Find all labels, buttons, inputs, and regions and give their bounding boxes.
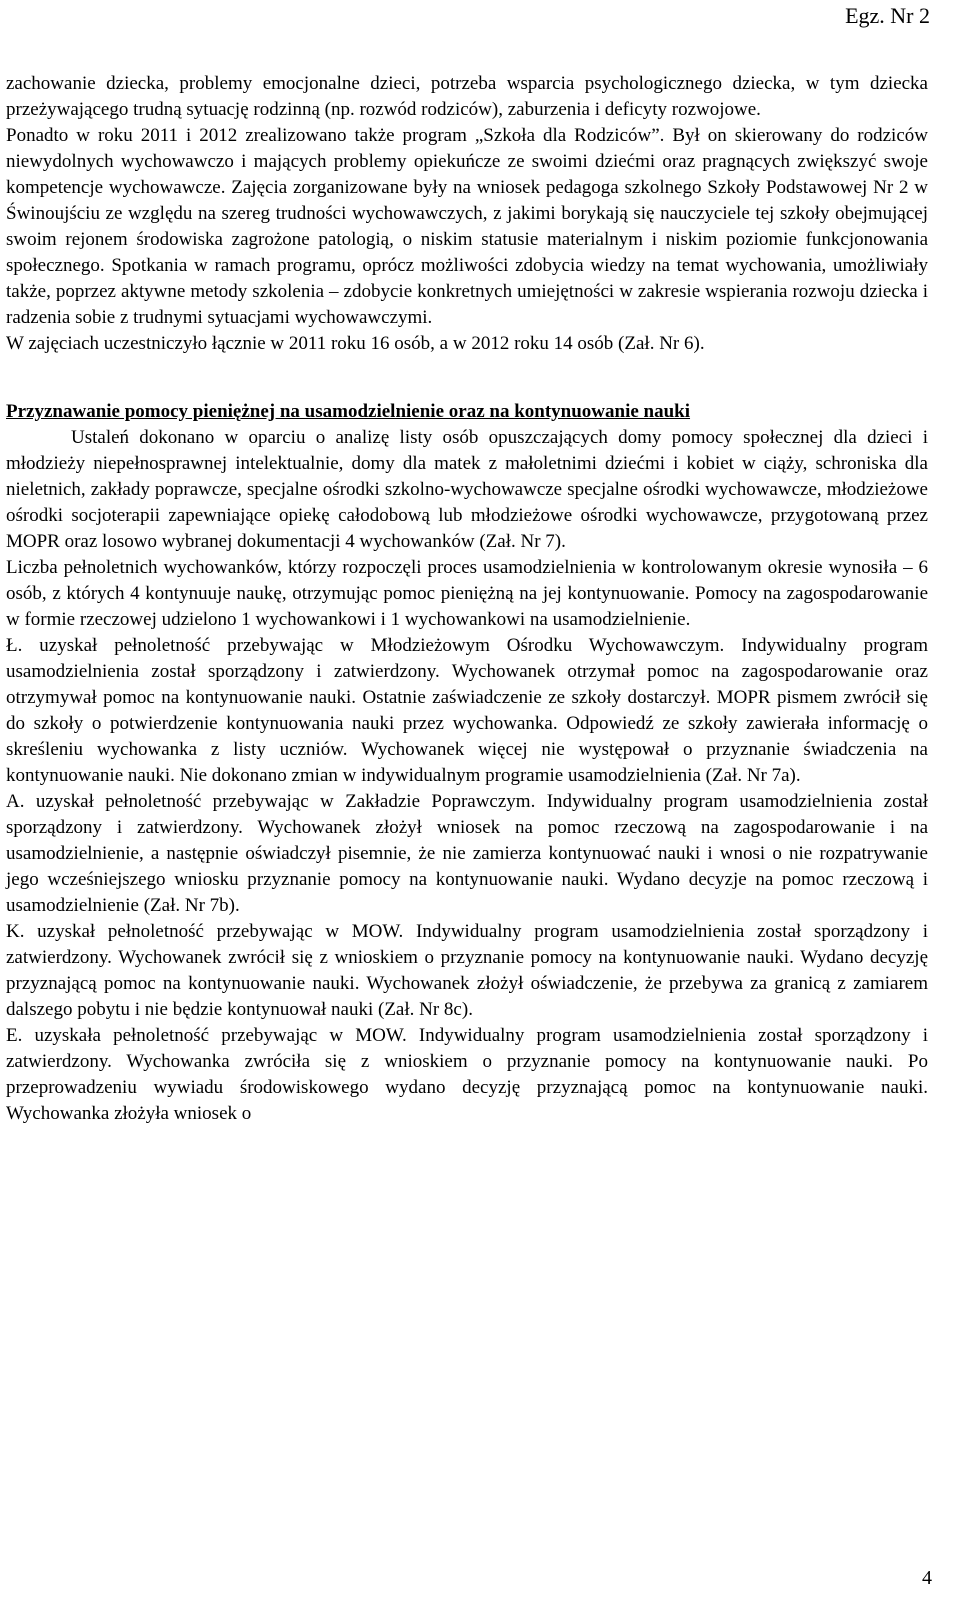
paragraph-parenting-program: Ponadto w roku 2011 i 2012 zrealizowano także program „Szkoła dla Rodziców”. Był on skierowany do rodziców niewydolnych wychowawczo i mających problemy opiekuńcze ze swoimi dziećmi oraz pragnących zwiększyć swoje kompetencje wychowawcze. Zajęcia zorganizowane były na wniosek pedagoga szkolnego Szkoły Podstawowej Nr 2 w Świnoujściu ze względu na szereg trudności wychowawczych, z jakimi borykają się nauczyciele tej szkoły obejmującej swoim rejonem środowiska zagrożone patologią, o niskim statusie materialnym i niskim poziomie funkcjonowania społecznego. Spotkania w ramach programu, oprócz możliwości zdobycia wiedzy na temat wychowania, umożliwiały także, poprzez aktywne metody szkolenia – zdobycie konkretnych umiejętności w zakresie wspierania rozwoju dziecka i radzenia sobie z trudnymi sytuacjami wychowawczymi. bbox=[6, 125, 928, 328]
paragraph-case-k: K. uzyskał pełnoletność przebywając w MOW. Indywidualny program usamodzielnienia został sporządzony i zatwierdzony. Wychowanek zwrócił się z wnioskiem o przyznanie pomocy na kontynuowanie nauki. Wydano decyzję przyznającą pomoc na kontynuowanie nauki. Wychowanek złożył oświadczenie, że przebywa za granicą z zamiarem dalszego pobytu i nie będzie kontynuował nauki (Zał. Nr 8c). bbox=[6, 921, 928, 1020]
paragraph-method: Ustaleń dokonano w oparciu o analizę listy osób opuszczających domy pomocy społecznej dla dzieci i młodzieży niepełnosprawnej intelektualnie, domy dla matek z małoletnimi dziećmi i kobiet w ciąży, schroniska dla nieletnich, zakłady poprawcze, specjalne ośrodki szkolno-wychowawcze specjalne ośrodki wychowawcze, młodzieżowe ośrodki socjoterapii zapewniające opiekę całodobową lub młodzieżowe ośrodki wychowawcze, przygotowaną przez MOPR oraz losowo wybranej dokumentacji 4 wychowanków (Zał. Nr 7). bbox=[6, 427, 928, 552]
paragraph-case-a: A. uzyskał pełnoletność przebywając w Zakładzie Poprawczym. Indywidualny program usamodzielnienia został sporządzony i zatwierdzony. Wychowanek złożył wniosek na pomoc rzeczową na zagospodarowanie i na usamodzielnienie, a następnie oświadczył pisemnie, że nie zamierza kontynuować nauki i wnosi o nie rozpatrywanie jego wcześniejszego wniosku przyznanie pomocy na kontynuowanie nauki. Wydano decyzje na pomoc rzeczową i usamodzielnienie (Zał. Nr 7b). bbox=[6, 791, 928, 916]
document-body bbox=[6, 71, 928, 1127]
paragraph-case-e: E. uzyskała pełnoletność przebywając w MOW. Indywidualny program usamodzielnienia został sporządzony i zatwierdzony. Wychowanka zwróciła się z wnioskiem o przyznanie pomocy na kontynuowanie nauki. Po przeprowadzeniu wywiadu środowiskowego wydano decyzję przyznającą pomoc na kontynuowanie nauki. Wychowanka złożyła wniosek o bbox=[6, 1025, 928, 1124]
page-number: 4 bbox=[922, 1567, 932, 1589]
paragraph-participants: W zajęciach uczestniczyło łącznie w 2011 roku 16 osób, a w 2012 roku 14 osób (Zał. Nr 6). bbox=[6, 333, 705, 354]
section-heading: Przyznawanie pomocy pieniężnej na usamodzielnienie oraz na kontynuowanie nauki bbox=[6, 401, 691, 422]
section-spacer bbox=[6, 357, 928, 399]
paragraph-case-l: Ł. uzyskał pełnoletność przebywając w Młodzieżowym Ośrodku Wychowawczym. Indywidualny program usamodzielnienia został sporządzony i zatwierdzony. Wychowanek otrzymał pomoc na zagospodarowanie oraz otrzymywał pomoc na kontynuowanie nauki. Ostatnie zaświadczenie ze szkoły dostarczył. MOPR pismem zwrócił się do szkoły o potwierdzenie kontynuowania nauki przez wychowanka. Odpowiedź ze szkoły zawierała informację o skreśleniu wychowanka z listy uczniów. Wychowanek więcej nie występował o przyznanie świadczenia na kontynuowanie nauki. Nie dokonano zmian w indywidualnym programie usamodzielnienia (Zał. Nr 7a). bbox=[6, 635, 928, 786]
document-copy-label: Egz. Nr 2 bbox=[845, 3, 930, 28]
paragraph-behavior-problems: zachowanie dziecka, problemy emocjonalne dzieci, potrzeba wsparcia psychologicznego dziecka, w tym dziecka przeżywającego trudną sytuację rodzinną (np. rozwód rodziców), zaburzenia i deficyty rozwojowe. bbox=[6, 73, 928, 120]
paragraph-count: Liczba pełnoletnich wychowanków, którzy rozpoczęli proces usamodzielnienia w kontrolowanym okresie wynosiła – 6 osób, z których 4 kontynuuje naukę, otrzymując pomoc pieniężną na jej kontynuowanie. Pomocy na zagospodarowanie w formie rzeczowej udzielono 1 wychowankowi i 1 wychowankowi na usamodzielnienie. bbox=[6, 557, 928, 630]
